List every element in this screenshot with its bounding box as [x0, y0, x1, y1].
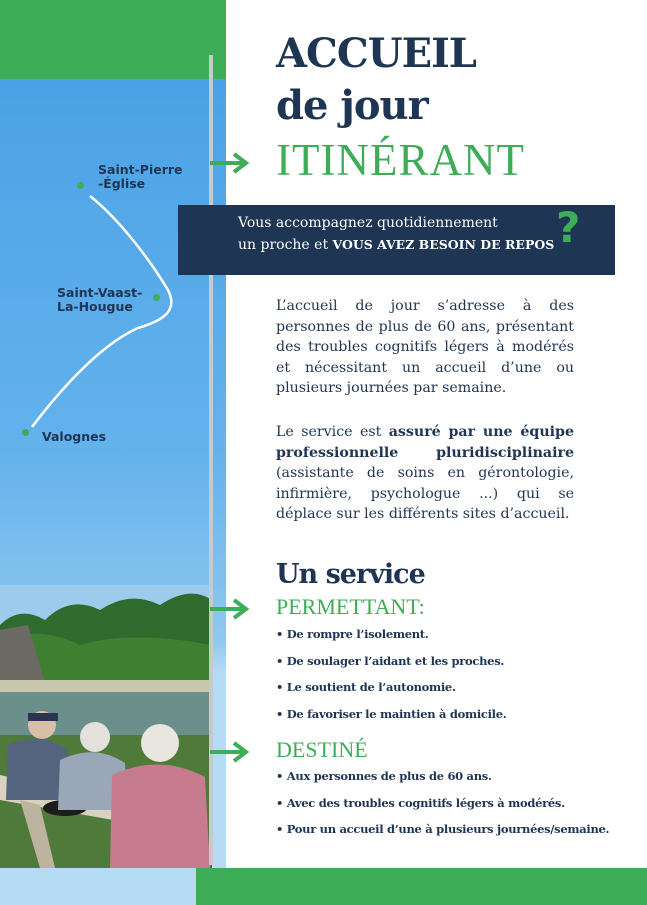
- title-line-2: de jour: [276, 82, 428, 129]
- destine-item: • Avec des troubles cognitifs légers à modérés.: [276, 796, 565, 810]
- destine-item: • Aux personnes de plus de 60 ans.: [276, 769, 492, 783]
- town-label: Saint-Vaast- La-Hougue: [57, 285, 143, 314]
- title-line-3: ITINÉRANT: [276, 135, 525, 185]
- destine-title: DESTINÉ: [276, 737, 368, 762]
- town-dot: [22, 429, 29, 436]
- arrow-right-icon: [210, 597, 250, 621]
- town-label: Saint-Pierre -Église: [98, 162, 183, 191]
- question-mark-icon: ?: [556, 203, 581, 252]
- arrow-right-icon: [210, 740, 250, 764]
- p2-bold: assuré par une équipe professionnelle pluridisciplinaire: [276, 424, 574, 461]
- seniors-photo: [0, 585, 212, 868]
- permettant-item: • De rompre l’isolement.: [276, 627, 429, 641]
- question-bold: VOUS AVEZ BESOIN DE REPOS: [332, 237, 555, 252]
- green-header-band: [0, 0, 226, 79]
- intro-paragraph-1: L’accueil de jour s’adresse à des personnes de plus de 60 ans, présentant des troubles cognitifs légers à modérés et nécessitant un accueil d’une ou plusieurs journées par semaine.: [276, 298, 574, 397]
- permettant-item: • Le soutient de l’autonomie.: [276, 680, 456, 694]
- service-title: Un service: [276, 559, 425, 590]
- question-line-2: [238, 234, 568, 256]
- destine-item: • Pour un accueil d’une à plusieurs journées/semaine.: [276, 822, 610, 836]
- town-label: Valognes: [42, 429, 107, 444]
- permettant-item: • De favoriser le maintien à domicile.: [276, 707, 507, 721]
- arrow-right-icon: [210, 151, 250, 175]
- p2-text-a: Le service est: [276, 424, 389, 440]
- intro-paragraph-2: [276, 422, 574, 525]
- p2-text-b: (assistante de soins en gérontologie, infirmière, psychologue ...) qui se déplace sur les différents sites d’accueil.: [276, 465, 574, 523]
- question-text: [238, 213, 568, 256]
- question-line-1: Vous accompagnez quotidiennement: [238, 215, 498, 231]
- permettant-title: PERMETTANT:: [276, 594, 425, 619]
- question-plain: un proche et: [238, 237, 333, 253]
- title-line-1: ACCUEIL: [276, 30, 476, 77]
- town-dot: [153, 294, 160, 301]
- town-dot: [77, 182, 84, 189]
- permettant-item: • De soulager l’aidant et les proches.: [276, 654, 505, 668]
- green-footer-band: [196, 868, 647, 905]
